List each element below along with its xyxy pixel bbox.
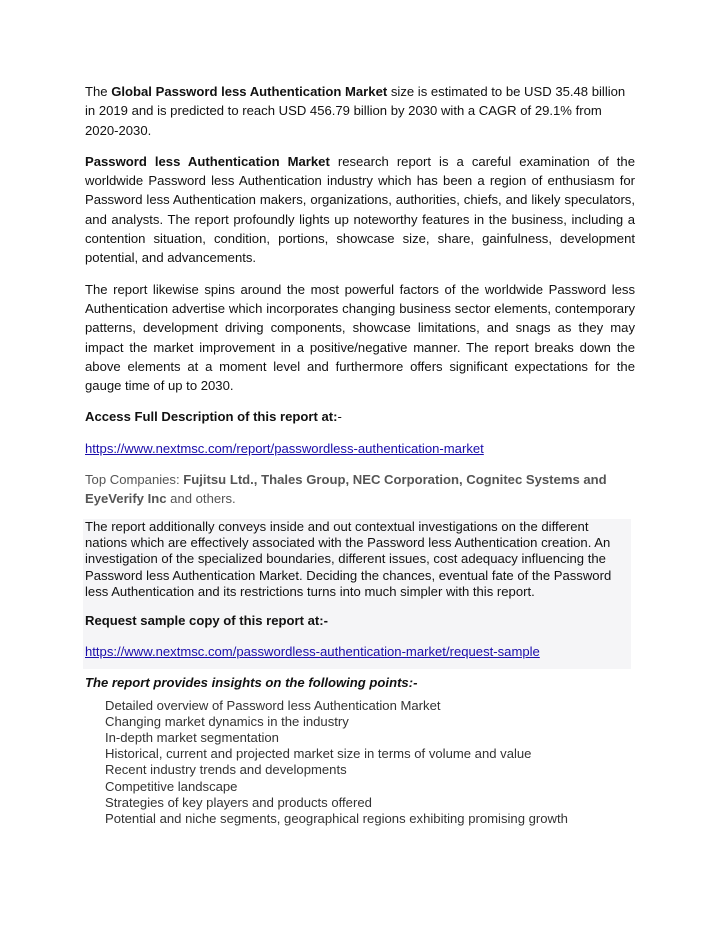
- shaded-section: [83, 519, 631, 670]
- insights-list: [85, 698, 635, 828]
- intro-paragraph: [85, 82, 635, 140]
- top-companies: [85, 470, 635, 509]
- companies-suffix: and others.: [166, 491, 236, 507]
- list-item: Strategies of key players and products offered: [105, 794, 372, 810]
- points-heading: The report provides insights on the following points:-: [85, 675, 418, 691]
- access-suffix: -: [337, 409, 342, 425]
- intro-market-name: Global Password less Authentication Market: [111, 84, 388, 99]
- factors-paragraph: The report likewise spins around the most powerful factors of the worldwide Password less Authentication advertise which incorporates changing business sector elements, contemporary patterns, development driving components, showcase limitations, and snags as they may impact the market improvement in a positive/negative manner. The report breaks down the above elements at a moment level and furthermore offers significant expectations for the gauge time of up to 2030.: [85, 281, 635, 394]
- document-body: [85, 82, 635, 827]
- list-item: Historical, current and projected market size in terms of volume and value: [105, 746, 532, 762]
- list-item: Potential and niche segments, geographical regions exhibiting promising growth: [105, 810, 568, 826]
- request-sample-link[interactable]: https://www.nextmsc.com/passwordless-authentication-market/request-sample: [85, 643, 540, 659]
- full-description-link[interactable]: https://www.nextmsc.com/report/passwordless-authentication-market: [85, 440, 484, 456]
- sample-heading: [85, 611, 631, 630]
- overview-text: research report is a careful examination of the worldwide Password less Authentication industry which has been a region of enthusiasm for Password less Authentication makers, organizations, authorities, chiefs, and likely speculators, and analysts. The report profoundly lights up noteworthy features in the business, including a contention situation, condition, portions, showcase size, share, gainfulness, development potential, and advancements.: [85, 153, 635, 266]
- list-item: In-depth market segmentation: [105, 729, 279, 745]
- case-studies-paragraph: The report additionally conveys inside and out contextual investigations on the different nations which are effectively associated with the Password less Authentication creation. An investigation of the specialized boundaries, different issues, cost adequacy influencing the Password less Authentication Market. Deciding the chances, eventual fate of the Password less Authentication and its restrictions turns into much simpler with this report.: [85, 518, 612, 600]
- sample-link-line: [85, 642, 631, 661]
- overview-market-name: Password less Authentication Market: [85, 153, 330, 169]
- companies-names: Fujitsu Ltd., Thales Group, NEC Corporation, Cognitec Systems and EyeVerify Inc: [85, 472, 607, 507]
- list-item: Recent industry trends and developments: [105, 762, 347, 778]
- list-item: Detailed overview of Password less Authentication Market: [105, 697, 441, 713]
- access-link-line: [85, 439, 635, 458]
- access-heading: [85, 407, 635, 426]
- companies-label: Top Companies:: [85, 472, 184, 488]
- list-item: Competitive landscape: [105, 778, 238, 794]
- overview-paragraph: [85, 152, 635, 268]
- access-label: Access Full Description of this report at:: [85, 409, 338, 425]
- intro-rest: size is estimated to be USD 35.48 billion in 2019 and is predicted to reach USD 456.79 billion by 2030 with a CAGR of 29.1% from 2020-2030.: [85, 84, 626, 138]
- sample-label: Request sample copy of this report at:-: [85, 612, 329, 628]
- list-item: Changing market dynamics in the industry: [105, 713, 349, 729]
- intro-lead: The: [85, 84, 112, 99]
